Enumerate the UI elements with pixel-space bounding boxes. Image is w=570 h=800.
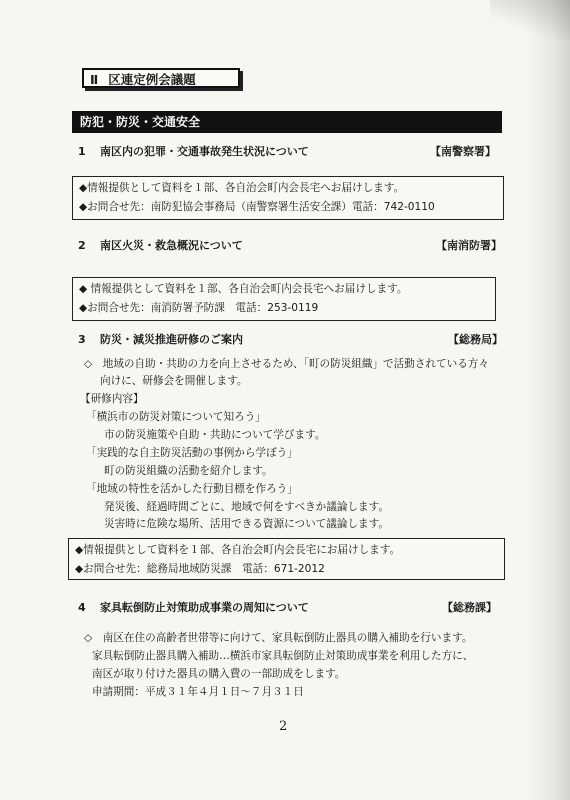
- item-4-number: 4: [78, 601, 86, 614]
- item-2-info-line-1: ◆ 情報提供として資料を１部、各自治会町内会長宅へお届けします。: [79, 283, 408, 295]
- item-2-title-text: 南区火災・救急概況について: [100, 239, 243, 252]
- item-3-topic-1-desc: 市の防災施策や自助・共助について学びます。: [104, 429, 326, 441]
- item-2-contact-line: ◆お問合せ先：南消防署予防課 電話：253-0119: [79, 302, 319, 314]
- item-3-training-label: 【研修内容】: [80, 393, 144, 405]
- item-3-title: [78, 331, 243, 347]
- item-3-topic-2: 「実践的な自主防災活動の事例から学ぼう」: [86, 447, 298, 459]
- item-3-topic-3-desc-1: 発災後、経過時間ごとに、地域で何をすべきか議論します。: [104, 501, 389, 513]
- item-4-title: [78, 599, 309, 615]
- item-2-title: [78, 237, 243, 253]
- item-1-dept: 【南警察署】: [430, 145, 496, 158]
- item-2-dept: 【南消防署】: [436, 239, 502, 252]
- page-number: 2: [279, 719, 288, 734]
- item-3-number: 3: [78, 333, 86, 346]
- item-4-dept: 【総務課】: [442, 601, 497, 614]
- item-4-body-line-1: ◇ 南区在住の高齢者世帯等に向けて、家具転倒防止器具の購入補助を行います。: [84, 632, 473, 644]
- scan-corner-shadow: [490, 0, 570, 40]
- category-banner: 防犯・防災・交通安全: [72, 111, 502, 133]
- item-2-number: 2: [78, 239, 86, 252]
- item-1-title: [78, 143, 309, 159]
- scan-edge-shadow: [524, 0, 570, 800]
- item-3-topic-3: 「地域の特性を活かした行動目標を作ろう」: [86, 483, 298, 495]
- item-1-title-text: 南区内の犯罪・交通事故発生状況について: [100, 145, 309, 158]
- item-1-info-line-1: ◆情報提供として資料を１部、各自治会町内会長宅へお届けします。: [79, 182, 405, 194]
- section-heading: [82, 68, 240, 88]
- section-number: Ⅱ: [90, 72, 99, 87]
- section-title: 区連定例会議題: [108, 72, 196, 87]
- item-4-body-line-2: 家具転倒防止器具購入補助…横浜市家具転倒防止対策助成事業を利用した方に、: [92, 650, 474, 662]
- item-3-info-box: [68, 538, 505, 580]
- item-3-topic-2-desc: 町の防災組織の活動を紹介します。: [104, 465, 273, 477]
- item-3-info-line-1: ◆情報提供として資料を１部、各自治会町内会長宅にお届けします。: [75, 544, 401, 556]
- item-3-dept: 【総務局】: [448, 333, 503, 346]
- item-1-number: 1: [78, 145, 86, 158]
- item-3-body-line-1: ◇ 地域の自助・共助の力を向上させるため、「町の防災組織」で活動されている方々: [84, 358, 489, 370]
- item-4-application-period: 申請期間：平成３１年４月１日～７月３１日: [92, 686, 304, 698]
- item-4-title-text: 家具転倒防止対策助成事業の周知について: [100, 601, 309, 614]
- item-2-info-box: [72, 277, 496, 321]
- item-3-title-text: 防災・減災推進研修のご案内: [100, 333, 243, 346]
- item-1-contact-line: ◆お問合せ先：南防犯協会事務局（南警察署生活安全課）電話：742-0110: [79, 201, 435, 213]
- item-4-body-line-3: 南区が取り付けた器具の購入費の一部助成をします。: [92, 668, 346, 680]
- item-3-body-line-2: 向けに、研修会を開催します。: [100, 375, 248, 387]
- item-1-info-box: [72, 176, 504, 220]
- item-3-contact-line: ◆お問合せ先：総務局地域防災課 電話：671-2012: [75, 563, 325, 575]
- item-3-topic-3-desc-2: 災害時に危険な場所、活用できる資源について議論します。: [104, 518, 389, 530]
- item-3-topic-1: 「横浜市の防災対策について知ろう」: [86, 411, 266, 423]
